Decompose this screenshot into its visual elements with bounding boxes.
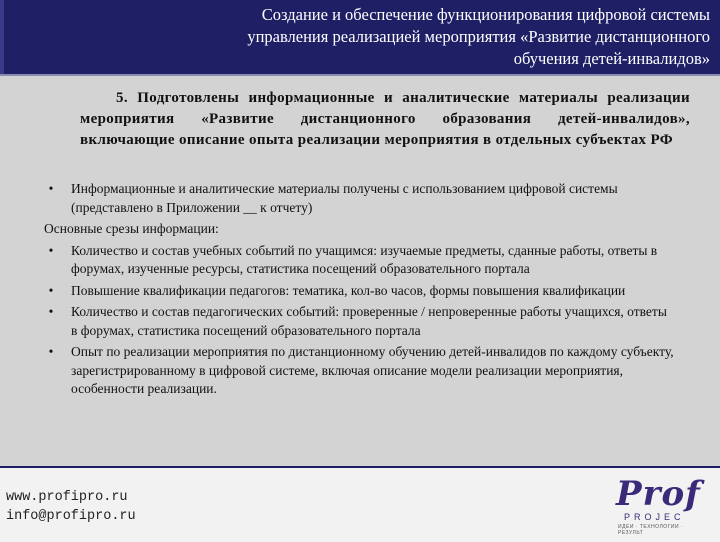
bullet-marker: • [48,344,54,359]
list-item-text: Опыт по реализации мероприятия по дистанционному обучению детей-инвалидов по каждому субъекту, зарегистрированному в цифровой системе, включая описание модели реализации мероприятия, особенности реализации. [71,344,674,396]
bullet-list [44,180,674,402]
contact-links [6,488,136,526]
section-heading [80,88,690,151]
list-item [44,282,674,301]
website-link[interactable]: www.profipro.ru [6,490,128,505]
section-heading-text: 5. Подготовлены информационные и аналитические материалы реализации мероприятия «Развитие дистанционного образования детей-инвалидов», включающие описание опыта реализации мероприятия в отдельных субъектах РФ [80,90,690,148]
list-item [44,242,674,279]
list-item [44,343,674,399]
list-item-text: Количество и состав педагогических событий: проверенные / непроверенные работы учащихся, ответы в форумах, статистика посещений образовательного портала [71,304,667,338]
email-link[interactable]: info@profipro.ru [6,509,136,524]
logo-tagline: ИДЕИ · ТЕХНОЛОГИИ · РЕЗУЛЬТ [618,524,684,536]
list-item-text: Количество и состав учебных событий по учащимся: изучаемые предметы, сданные работы, ответы в форумах, изученные ресурсы, статистика посещений образовательного портала [71,242,658,276]
bullet-marker: • [48,181,54,196]
list-subheading [44,220,674,239]
list-item-text: Информационные и аналитические материалы получены с использованием цифровой системы (представлено в Приложении __ к отчету) [71,181,618,215]
footer [0,466,720,542]
list-item-text: Повышение квалификации педагогов: тематика, кол-во часов, формы повышения квалификации [71,282,626,298]
bullet-marker: • [48,282,54,298]
title-bar [0,0,720,76]
list-item-text: Основные срезы информации: [44,221,219,236]
bullet-marker: • [48,242,54,258]
logo-subtitle: PROJEC [624,512,685,522]
logo-wordmark: Prof [616,474,701,514]
prof-project-logo [610,474,710,534]
slide-title: Создание и обеспечение функционирования цифровой системы управления реализацией мероприятия «Развитие дистанционного обучения детей-инвалидов» [247,5,710,68]
list-item [44,303,674,340]
bullet-marker: • [48,304,54,319]
list-item [44,180,674,217]
title-bar-accent [0,0,4,74]
